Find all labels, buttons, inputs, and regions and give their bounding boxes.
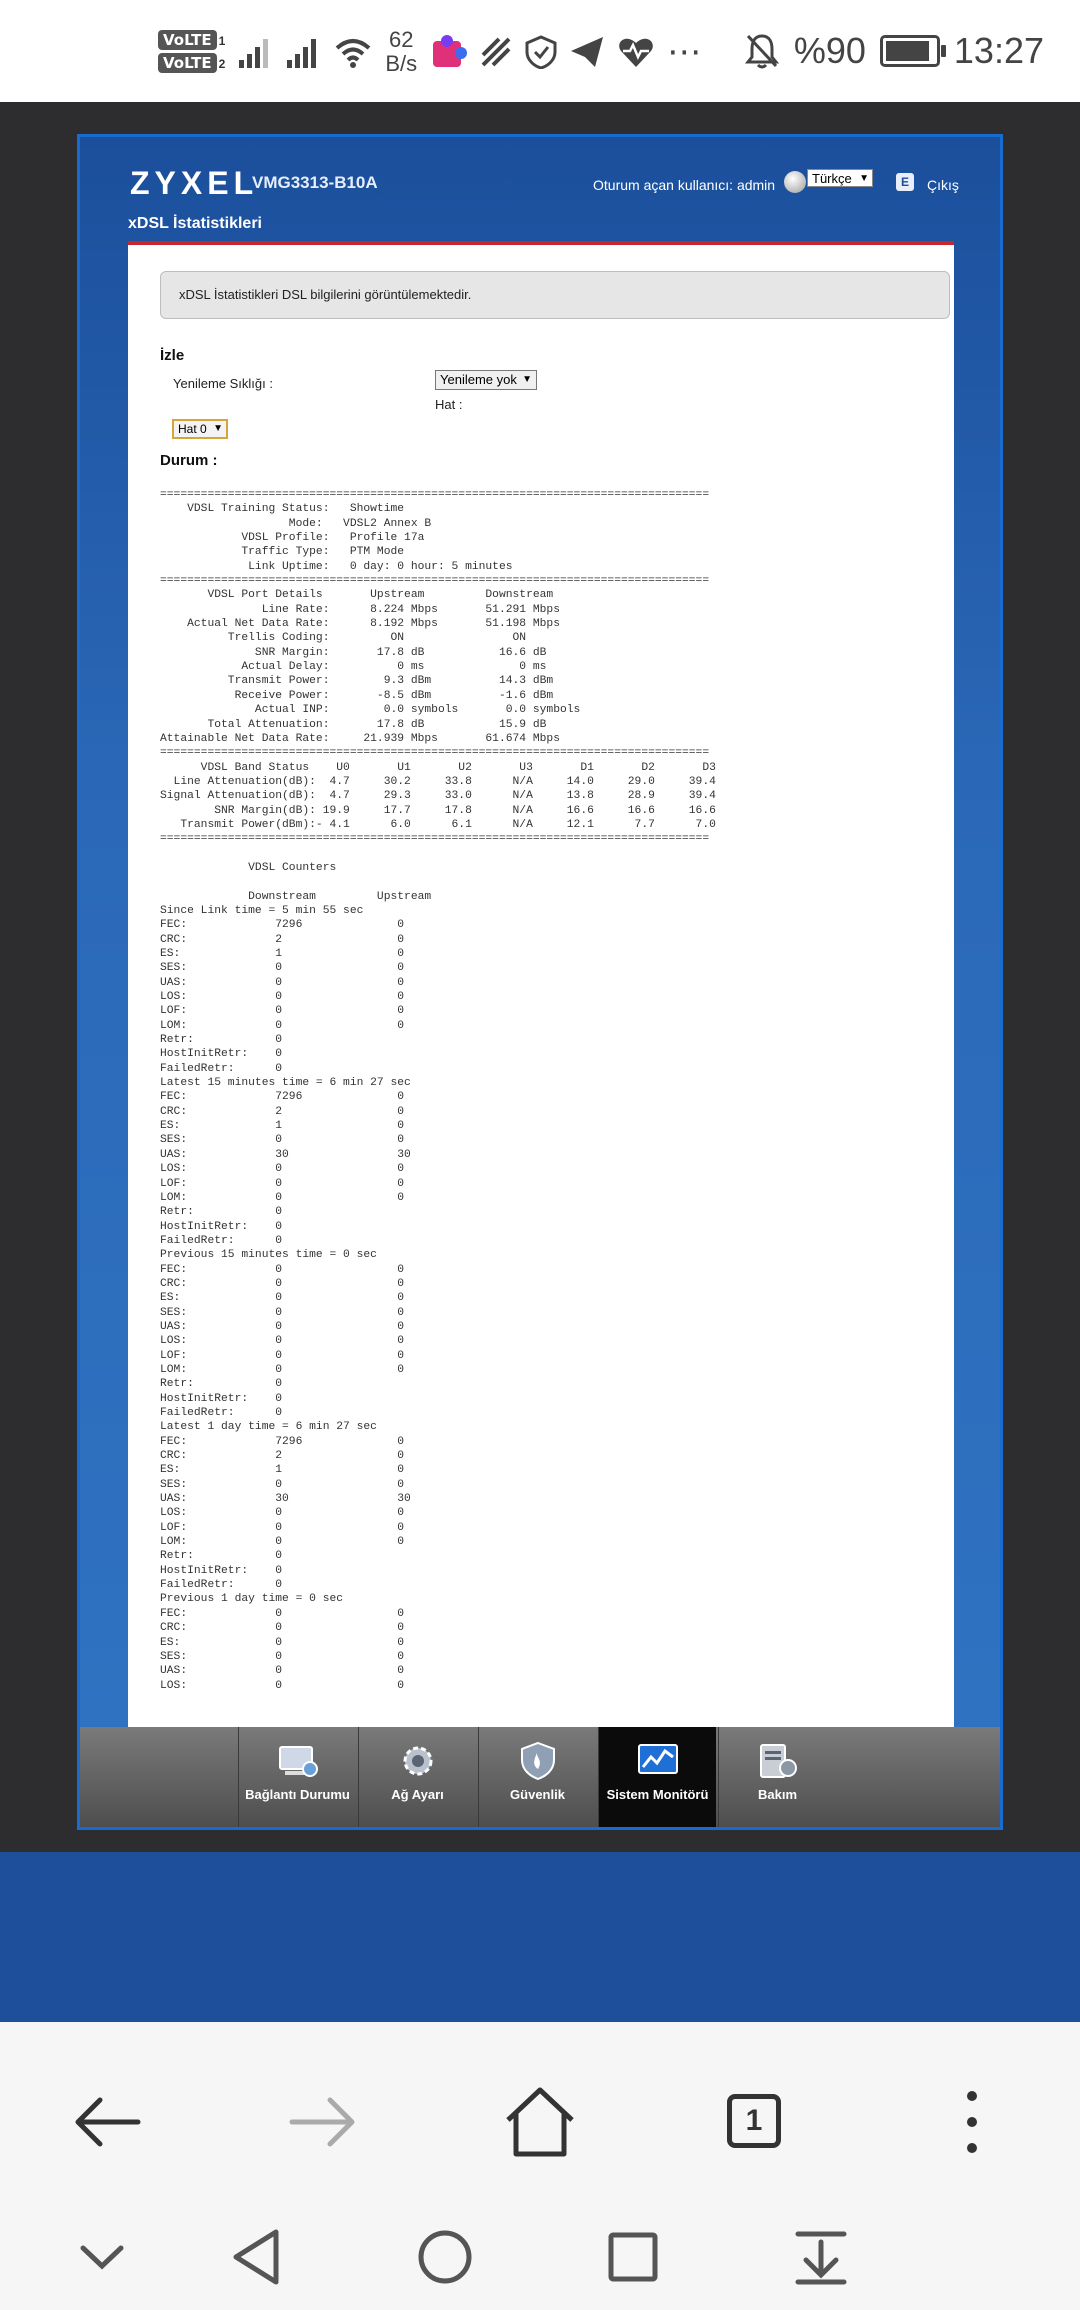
xdsl-statistics-text: ================================================================================= VDSL Training Status: Showtime Mode: VDSL2 Annex B VDSL Profile: Profile 17a Traffic Type: PTM Mode Link Uptime: 0 day: 0 hour: 5 minutes ================================================================================= VDSL Port Details Upstream Downstream Line Rate: 8.224 Mbps 51.291 Mbps Actual Net Data Rate: 8.192 Mbps 51.198 Mbps Trellis Coding: ON ON SNR Margin: 17.8 dB 16.6 dB Actual Delay: 0 ms 0 ms Transmit Power: 9.3 dBm 14.3 dBm Receive Power: -8.5 dBm -1.6 dBm Actual INP: 0.0 symbols 0.0 symbols Total Attenuation: 17.8 dB 15.9 dB Attainable Net Data Rate: 21.939 Mbps 61.674 Mbps ================================================================================= VDSL Band Status U0 U1 U2 U3 D1 D2 D3 Line Attenuation(dB): 4.7 30.2 33.8 N/A 14.0 29.0 39.4 Signal Attenuation(dB): 4.7 29.3 33.0 N/A 13.8 28.9 39.4 SNR Margin(dB): 19.9 17.7 17.8 N/A 16.6 16.6 16.6 Transmit Power(dBm):- 4.1 6.0 6.1 N/A 12.1 7.7 7.0 ================================================================================= VDSL Counters Downstream Upstream Since Link time = 5 min 55 sec FEC: 7296 0 CRC: 2 0 ES: 1 0 SES: 0 0 UAS: 0 0 LOS: 0 0 LOF: 0 0 LOM: 0 0 Retr: 0 HostInitRetr: 0 FailedRetr: 0 Latest 15 minutes time = 6 min 27 sec FEC: 7296 0 CRC: 2 0 ES: 1 0 SES: 0 0 UAS: 30 30 LOS: 0 0 LOF: 0 0 LOM: 0 0 Retr: 0 HostInitRetr: 0 FailedRetr: 0 Previous 15 minutes time = 0 sec FEC: 0 0 CRC: 0 0 ES: 0 0 SES: 0 0 UAS: 0 0 LOS: 0 0 LOF: 0 0 LOM: 0 0 Retr: 0 HostInitRetr: 0 FailedRetr: 0 Latest 1 day time = 6 min 27 sec FEC: 7296 0 CRC: 2 0 ES: 1 0 SES: 0 0 UAS: 30 30 LOS: 0 0 LOF: 0 0 LOM: 0 0 Retr: 0 HostInitRetr: 0 FailedRetr: 0 Previous 1 day time = 0 sec FEC: 0 0 CRC: 0 0 ES: 0 0 SES: 0 0 UAS: 0 0 LOS: 0 0 bbox=[160, 489, 716, 1692]
bottom-menu-bar bbox=[80, 1727, 1000, 1827]
monitor-section-title: İzle bbox=[160, 347, 185, 364]
download-icon[interactable] bbox=[786, 2222, 856, 2292]
nav-system-monitor[interactable] bbox=[598, 1727, 716, 1827]
nav-connection-status[interactable] bbox=[238, 1727, 356, 1827]
router-web-ui bbox=[77, 134, 1003, 1830]
puzzle-app-icon bbox=[429, 33, 467, 71]
refresh-rate-select[interactable] bbox=[435, 370, 537, 390]
clock: 13:27 bbox=[953, 30, 1044, 71]
info-message: xDSL İstatistikleri DSL bilgilerini görüntülemektedir. bbox=[160, 271, 950, 319]
shield-check-icon bbox=[525, 35, 557, 69]
refresh-rate-label: Yenileme Sıklığı : bbox=[173, 376, 273, 391]
home-circle-icon[interactable] bbox=[410, 2222, 480, 2292]
net-speed bbox=[385, 28, 417, 76]
language-value: Türkçe bbox=[812, 171, 852, 186]
nav-label: Bakım bbox=[757, 1787, 798, 1802]
signal-strength-2-icon bbox=[285, 34, 321, 70]
nav-label: Güvenlik bbox=[510, 1787, 565, 1802]
volte-indicators bbox=[158, 31, 225, 73]
nav-maintenance[interactable] bbox=[718, 1727, 836, 1827]
health-heart-icon bbox=[617, 35, 655, 69]
model-name: VMG3313-B10A bbox=[252, 173, 378, 192]
shield-icon bbox=[517, 1741, 559, 1781]
monitor-chart-icon bbox=[637, 1741, 679, 1781]
tabs-button[interactable] bbox=[715, 2082, 795, 2162]
status-right-group bbox=[744, 30, 1044, 72]
system-navigation-bar bbox=[0, 2202, 1080, 2310]
telegram-icon bbox=[569, 35, 605, 69]
status-left-group bbox=[158, 28, 701, 76]
battery-fill bbox=[886, 41, 929, 61]
tabs-icon: 1 bbox=[727, 2094, 781, 2148]
nav-label: Bağlantı Durumu bbox=[245, 1787, 350, 1802]
net-speed-value: 62 bbox=[389, 27, 414, 52]
line-value: Hat 0 bbox=[178, 422, 207, 436]
nav-network-settings[interactable] bbox=[358, 1727, 476, 1827]
signal-strength-1-icon bbox=[237, 34, 273, 70]
bell-muted-icon bbox=[744, 32, 780, 70]
back-arrow-icon[interactable] bbox=[68, 2082, 148, 2162]
volte-1-label: VoLTE bbox=[158, 30, 217, 50]
page-title: xDSL İstatistikleri bbox=[128, 215, 262, 232]
net-speed-unit: B/s bbox=[385, 51, 418, 76]
browser-toolbar bbox=[0, 2022, 1080, 2202]
data-saver-icon bbox=[479, 35, 513, 69]
nav-label: Ağ Ayarı bbox=[391, 1787, 444, 1802]
line-label: Hat : bbox=[435, 397, 463, 412]
page-background-blue bbox=[0, 1852, 1080, 2022]
line-select[interactable] bbox=[172, 419, 228, 439]
volte-2-badge bbox=[158, 54, 225, 73]
chevron-down-icon: ▼ bbox=[213, 423, 223, 434]
recents-square-icon[interactable] bbox=[598, 2222, 668, 2292]
chevron-down-icon: ▼ bbox=[859, 173, 869, 184]
user-globe-icon bbox=[784, 171, 806, 193]
logout-link[interactable]: Çıkış bbox=[927, 177, 959, 193]
more-vertical-icon[interactable] bbox=[932, 2082, 1012, 2162]
refresh-rate-value: Yenileme yok bbox=[440, 372, 517, 387]
battery-icon bbox=[880, 35, 940, 67]
logged-in-user: Oturum açan kullanıcı: admin bbox=[593, 177, 776, 193]
language-select[interactable] bbox=[807, 169, 873, 187]
nav-security[interactable] bbox=[478, 1727, 596, 1827]
chevron-down-icon: ▼ bbox=[522, 374, 532, 385]
battery-percentage: %90 bbox=[793, 30, 866, 71]
volte-2-label: VoLTE bbox=[158, 53, 217, 73]
home-icon[interactable] bbox=[500, 2082, 580, 2162]
status-section-title: Durum : bbox=[160, 452, 218, 469]
maintenance-icon bbox=[757, 1741, 799, 1781]
volte-2-sub: 2 bbox=[218, 57, 226, 71]
gear-icon bbox=[397, 1741, 439, 1781]
connection-status-icon bbox=[277, 1741, 319, 1781]
forward-arrow-icon[interactable] bbox=[282, 2082, 362, 2162]
back-triangle-icon[interactable] bbox=[222, 2222, 292, 2292]
volte-1-badge bbox=[158, 31, 225, 50]
more-notifications-icon: ⋯ bbox=[667, 32, 702, 72]
nav-label: Sistem Monitörü bbox=[606, 1787, 709, 1802]
chevron-down-icon[interactable] bbox=[67, 2222, 137, 2292]
zyxel-logo: ZYXEL bbox=[130, 165, 259, 201]
volte-1-sub: 1 bbox=[218, 34, 226, 48]
wifi-icon bbox=[333, 34, 373, 70]
main-content[interactable] bbox=[128, 245, 954, 1727]
logout-icon[interactable]: E bbox=[896, 173, 914, 191]
status-bar bbox=[0, 0, 1080, 102]
